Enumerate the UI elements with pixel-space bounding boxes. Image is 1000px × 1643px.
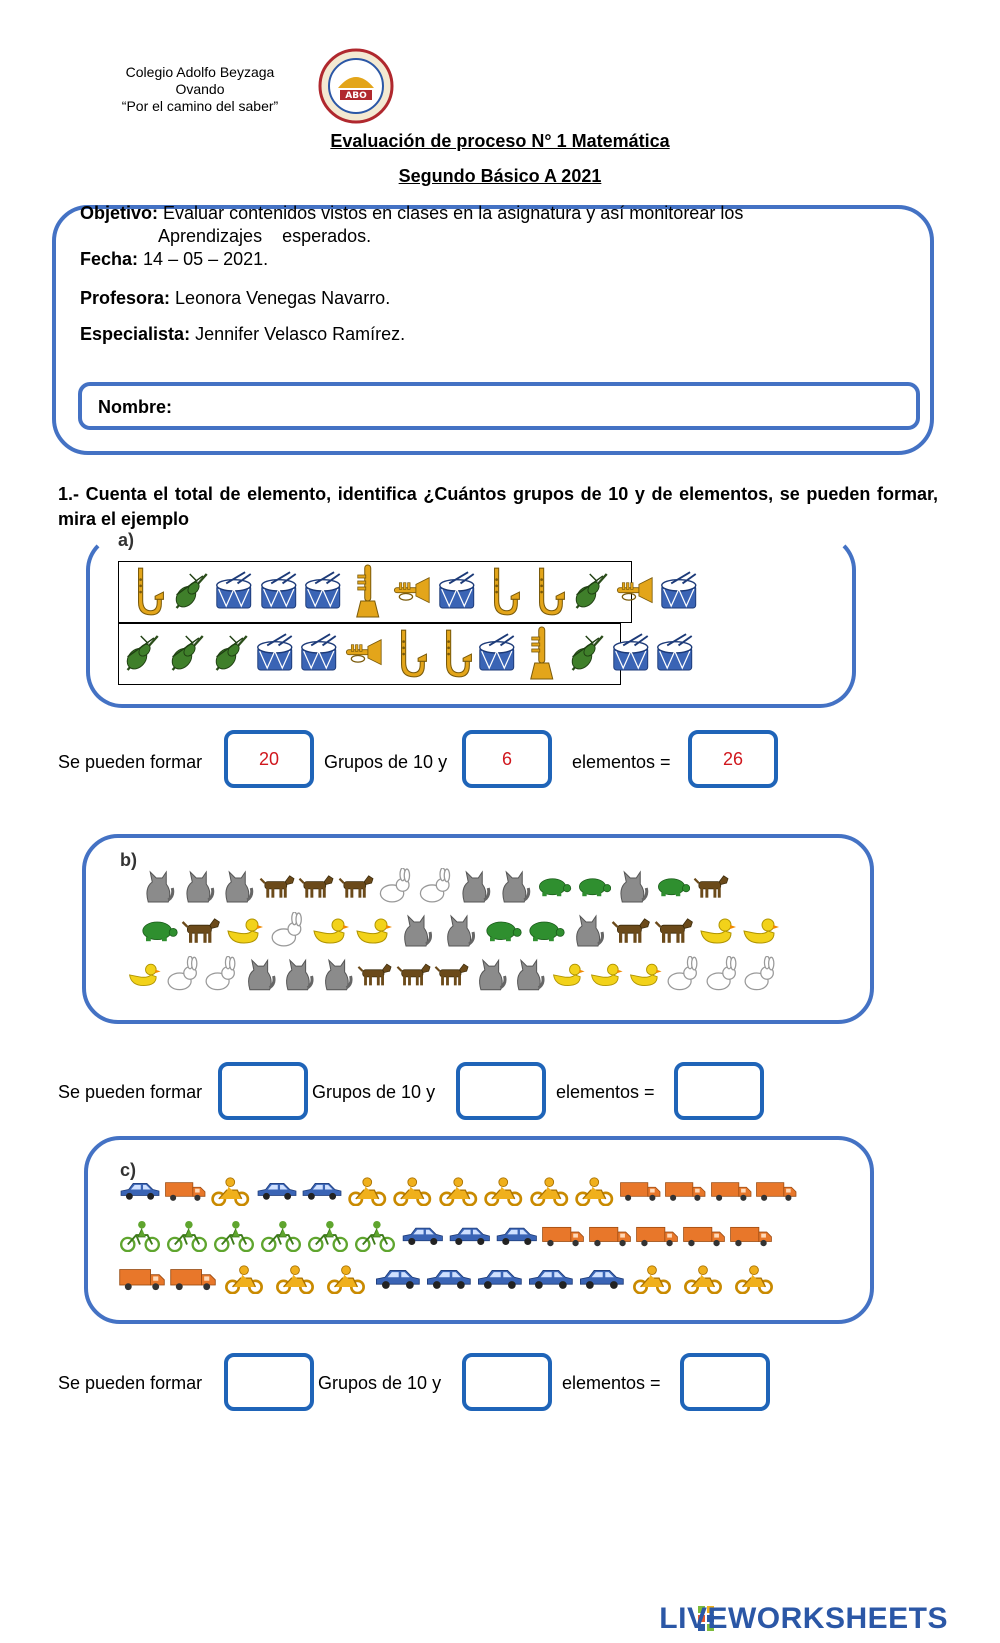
duck-icon xyxy=(740,912,780,948)
section-a-label: a) xyxy=(118,530,135,550)
dog-icon xyxy=(654,912,694,948)
rabbit-icon xyxy=(742,956,778,992)
car-icon xyxy=(577,1264,625,1294)
drum-icon xyxy=(213,563,255,619)
answer-b-groups-box[interactable] xyxy=(218,1062,308,1120)
turtle-icon xyxy=(654,868,691,904)
school-name xyxy=(105,64,295,115)
duck-icon xyxy=(126,956,162,992)
car-icon xyxy=(447,1220,491,1252)
cat-icon xyxy=(319,956,355,992)
cat-icon xyxy=(439,912,479,948)
answer-c-groups-box[interactable] xyxy=(224,1353,314,1411)
truck-icon xyxy=(635,1220,679,1252)
rabbit-icon xyxy=(267,912,307,948)
cat-icon xyxy=(511,956,547,992)
cat-icon xyxy=(396,912,436,948)
school-line-1: Colegio Adolfo Beyzaga xyxy=(125,64,275,80)
car-icon xyxy=(494,1220,538,1252)
rabbit-icon xyxy=(704,956,740,992)
dog-icon xyxy=(181,912,221,948)
answer-c-units-box[interactable] xyxy=(462,1353,552,1411)
profesora-line xyxy=(80,288,390,309)
dog-icon xyxy=(357,956,393,992)
car-icon xyxy=(475,1264,523,1294)
violin-icon xyxy=(169,563,211,619)
truck-icon xyxy=(619,1176,662,1206)
moto-icon xyxy=(679,1264,727,1294)
drum-icon xyxy=(436,563,478,619)
truck-icon xyxy=(729,1220,773,1252)
question-1: 1.- Cuenta el total de elemento, identifica ¿Cuántos grupos de 10 y de elementos, se pueden formar, mira el ejemplo xyxy=(58,484,938,529)
trumpet-vertical-icon xyxy=(347,563,389,619)
rabbit-icon xyxy=(417,868,454,904)
cat-icon xyxy=(568,912,608,948)
cat-icon xyxy=(473,956,509,992)
car-icon xyxy=(255,1176,298,1206)
turtle-icon xyxy=(525,912,565,948)
dog-icon xyxy=(259,868,296,904)
trumpet-icon xyxy=(614,563,656,619)
trumpet-icon xyxy=(391,563,433,619)
trumpet-icon xyxy=(343,625,385,681)
answer-c-total-box[interactable] xyxy=(680,1353,770,1411)
truck-icon xyxy=(541,1220,585,1252)
fecha-label: Fecha: xyxy=(80,249,139,269)
moto-icon xyxy=(482,1176,525,1206)
liveworksheets-brand: LIVEWORKSHEETS xyxy=(659,1602,948,1635)
duck-icon xyxy=(550,956,586,992)
drum-icon xyxy=(254,625,296,681)
violin-icon xyxy=(209,625,251,681)
turtle-icon xyxy=(535,868,572,904)
drum-icon xyxy=(658,563,700,619)
answer-b-prefix: Se pueden formar xyxy=(58,1082,203,1102)
moto-icon xyxy=(271,1264,319,1294)
saxophone-icon xyxy=(124,563,166,619)
car-icon xyxy=(424,1264,472,1294)
rabbit-icon xyxy=(377,868,414,904)
moto-icon xyxy=(573,1176,616,1206)
profesora-value: Leonora Venegas Navarro. xyxy=(175,288,391,308)
cat-icon xyxy=(456,868,493,904)
cat-icon xyxy=(219,868,256,904)
dog-icon xyxy=(338,868,375,904)
truck-icon xyxy=(710,1176,753,1206)
objetivo-label: Objetivo: xyxy=(80,203,159,223)
moto-icon xyxy=(528,1176,571,1206)
dog-icon xyxy=(298,868,335,904)
answer-b-units-box[interactable] xyxy=(456,1062,546,1120)
violin-icon xyxy=(565,625,607,681)
car-icon xyxy=(118,1176,161,1206)
answer-a-groups-box[interactable]: 20 xyxy=(224,730,314,788)
rabbit-icon xyxy=(203,956,239,992)
saxophone-icon xyxy=(480,563,522,619)
objetivo-line xyxy=(80,203,743,224)
truck-icon xyxy=(588,1220,632,1252)
especialista-line xyxy=(80,324,405,345)
cat-icon xyxy=(496,868,533,904)
cat-icon xyxy=(242,956,278,992)
moto-icon xyxy=(346,1176,389,1206)
violin-icon xyxy=(165,625,207,681)
name-field[interactable] xyxy=(78,382,920,430)
truck-icon xyxy=(755,1176,798,1206)
bike-icon xyxy=(212,1220,256,1252)
cat-icon xyxy=(614,868,651,904)
objetivo-text-2: Aprendizajes esperados. xyxy=(158,226,372,246)
answer-c-prefix: Se pueden formar xyxy=(58,1373,203,1393)
moto-icon xyxy=(391,1176,434,1206)
truck-icon xyxy=(169,1264,217,1294)
rabbit-icon xyxy=(165,956,201,992)
answer-a-prefix: Se pueden formar xyxy=(58,752,203,772)
name-label: Nombre: xyxy=(98,397,173,417)
dog-icon xyxy=(611,912,651,948)
moto-icon xyxy=(730,1264,778,1294)
duck-icon xyxy=(310,912,350,948)
answer-a-total-box[interactable]: 26 xyxy=(688,730,778,788)
section-c-label: c) xyxy=(120,1160,137,1180)
objetivo-text: Evaluar contenidos vistos en clases en la asignatura y así monitorear los xyxy=(163,203,744,223)
turtle-icon xyxy=(482,912,522,948)
drum-icon xyxy=(298,625,340,681)
duck-icon xyxy=(697,912,737,948)
bike-icon xyxy=(259,1220,303,1252)
trumpet-vertical-icon xyxy=(521,625,563,681)
moto-icon xyxy=(322,1264,370,1294)
subtitle: Segundo Básico A 2021 xyxy=(398,166,602,186)
dog-icon xyxy=(396,956,432,992)
turtle-icon xyxy=(138,912,178,948)
drum-icon xyxy=(654,625,696,681)
saxophone-icon xyxy=(525,563,567,619)
especialista-value: Jennifer Velasco Ramírez. xyxy=(195,324,406,344)
duck-icon xyxy=(224,912,264,948)
truck-icon xyxy=(664,1176,707,1206)
school-logo xyxy=(318,48,394,124)
rabbit-icon xyxy=(665,956,701,992)
truck-icon xyxy=(118,1264,166,1294)
bike-icon xyxy=(353,1220,397,1252)
dog-icon xyxy=(693,868,730,904)
fecha-value: 14 – 05 – 2021. xyxy=(143,249,269,269)
truck-icon xyxy=(164,1176,207,1206)
saxophone-icon xyxy=(432,625,474,681)
drum-icon xyxy=(302,563,344,619)
drum-icon xyxy=(610,625,652,681)
duck-icon xyxy=(353,912,393,948)
bike-icon xyxy=(165,1220,209,1252)
moto-icon xyxy=(437,1176,480,1206)
fecha-line xyxy=(80,249,268,270)
cat-icon xyxy=(180,868,217,904)
dog-icon xyxy=(434,956,470,992)
duck-icon xyxy=(588,956,624,992)
answer-c-suffix: elementos = xyxy=(562,1373,661,1393)
answer-b-suffix: elementos = xyxy=(556,1082,655,1102)
school-line-2: Ovando xyxy=(175,81,225,97)
section-b-label: b) xyxy=(120,850,137,870)
car-icon xyxy=(373,1264,421,1294)
cat-icon xyxy=(280,956,316,992)
bike-icon xyxy=(118,1220,162,1252)
school-motto: “Por el camino del saber” xyxy=(121,98,279,114)
main-title: Evaluación de proceso N° 1 Matemática xyxy=(330,131,670,151)
duck-icon xyxy=(627,956,663,992)
answer-a-suffix: elementos = xyxy=(572,752,671,772)
car-icon xyxy=(300,1176,343,1206)
answer-b-total-box[interactable] xyxy=(674,1062,764,1120)
especialista-label: Especialista: xyxy=(80,324,191,344)
moto-icon xyxy=(220,1264,268,1294)
drum-icon xyxy=(258,563,300,619)
moto-icon xyxy=(628,1264,676,1294)
answer-a-units-box[interactable]: 6 xyxy=(462,730,552,788)
saxophone-icon xyxy=(387,625,429,681)
answer-b-mid: Grupos de 10 y xyxy=(312,1082,436,1102)
svg-text:ABO: ABO xyxy=(345,91,367,101)
car-icon xyxy=(400,1220,444,1252)
truck-icon xyxy=(682,1220,726,1252)
turtle-icon xyxy=(575,868,612,904)
car-icon xyxy=(526,1264,574,1294)
violin-icon xyxy=(120,625,162,681)
moto-icon xyxy=(209,1176,252,1206)
answer-c-mid: Grupos de 10 y xyxy=(318,1373,442,1393)
profesora-label: Profesora: xyxy=(80,288,171,308)
cat-icon xyxy=(140,868,177,904)
violin-icon xyxy=(569,563,611,619)
bike-icon xyxy=(306,1220,350,1252)
answer-a-mid: Grupos de 10 y xyxy=(324,752,448,772)
drum-icon xyxy=(476,625,518,681)
